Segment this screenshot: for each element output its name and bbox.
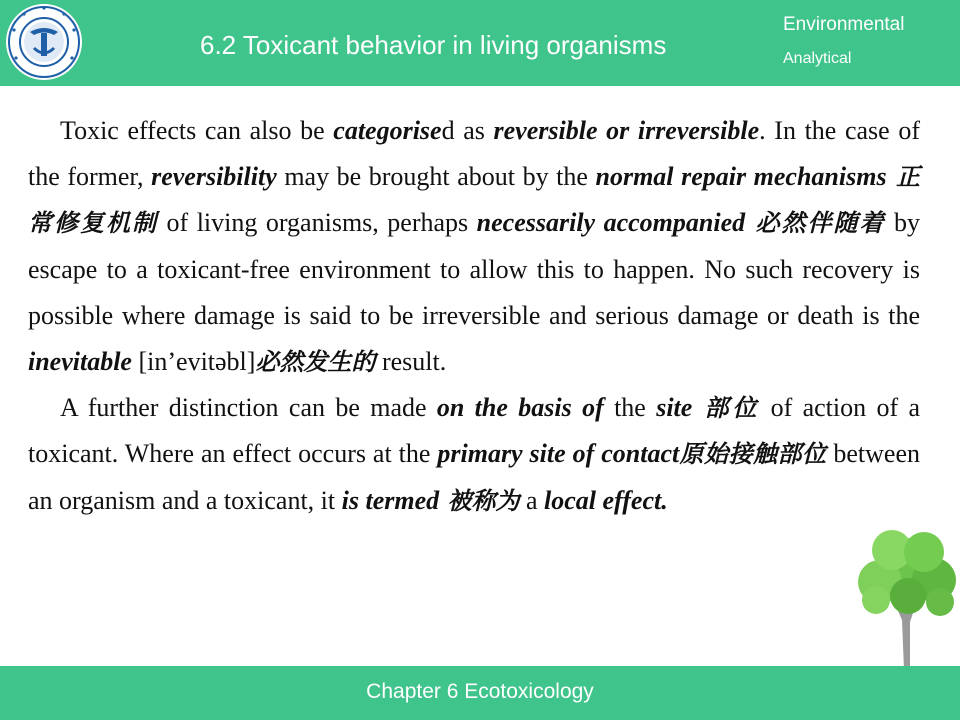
emphasis-term: normal repair mechanisms [595,162,887,192]
emphasis-term: categorise [333,116,442,145]
text-run: of living organisms, perhaps [158,208,477,238]
emphasis-term: is termed [341,485,440,515]
chapter-label: Chapter 6 Ecotoxicology [366,680,594,703]
paragraph-1 [28,108,920,385]
text-run: the [603,393,657,423]
brand-line-analytical: Analytical [783,50,852,67]
brand-line-environmental: Environmental [783,14,905,35]
text-run: may be brought about by the [276,162,596,192]
text-run: . In the case of the former, [28,116,920,192]
chinese-gloss: 必然发生的 [255,348,376,377]
chinese-gloss: 原始接触部位 [679,440,827,469]
emphasis-term: site [656,393,693,423]
slide-title: 6.2 Toxicant behavior in living organisms [200,30,667,60]
emphasis-term: inevitable [28,347,132,377]
emphasis-term: necessarily accompanied [476,208,746,238]
chinese-gloss: 正常修复机制 [28,163,921,238]
chinese-gloss: 必然伴随着 [745,209,886,238]
emphasis-term: reversibility [151,162,277,192]
emphasis-term: primary site of contact [437,439,680,469]
chinese-gloss: 被称为 [439,486,520,515]
text-run: d as [441,116,494,145]
chinese-gloss: 部位 [692,394,761,423]
header-bar [0,0,960,86]
text-run: by escape to a toxicant-free environment to allow this to happen. No such recovery is possible where damage is said to be irreversible and serious damage or death is the [28,208,921,330]
body-text [28,108,920,524]
text-run: A further distinction can be made [60,393,437,423]
paragraph-2 [28,385,920,524]
text-run: result. [375,347,447,377]
university-seal-icon [4,2,84,82]
emphasis-term: on the basis of [436,393,604,423]
text-run: a [519,485,545,515]
footer-bar [0,666,960,720]
text-run: between an organism and a toxicant, it [28,439,920,515]
emphasis-term: local effect. [544,485,668,515]
text-run: [in’evitəbl] [131,347,256,377]
tree-icon [852,520,960,670]
text-run: of action of a toxicant. Where an effect occurs at the [28,393,920,469]
text-run: Toxic effects can also be [60,116,334,145]
emphasis-term: reversible or irreversible [493,116,760,145]
